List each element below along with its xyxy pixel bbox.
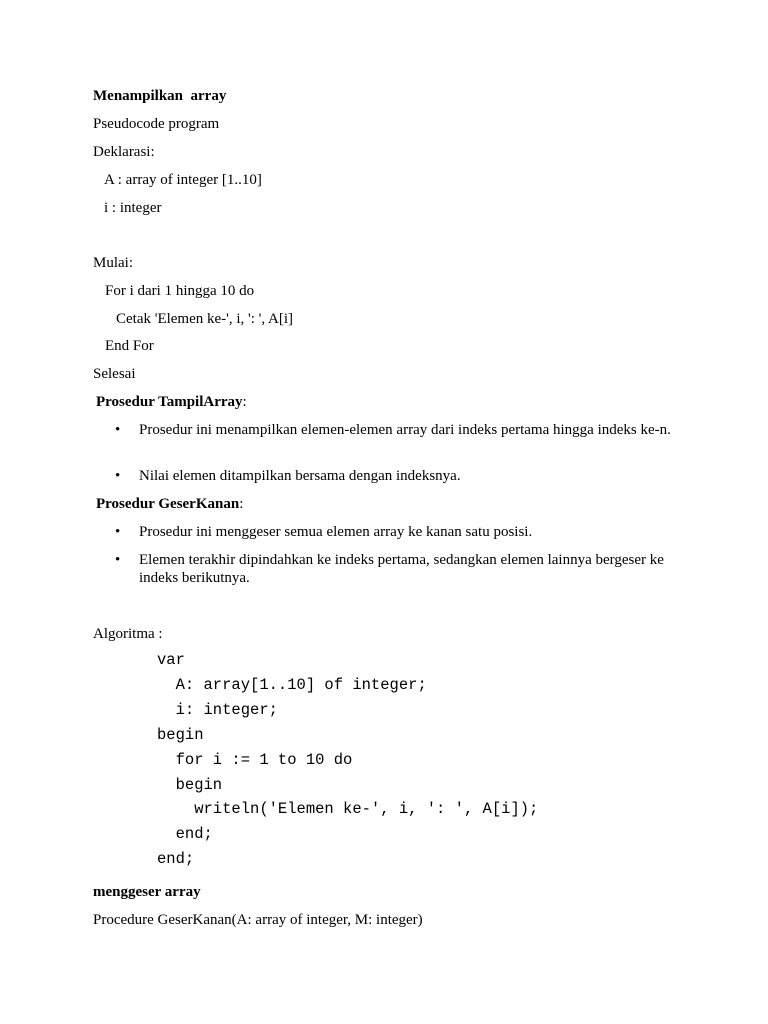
deklarasi-label: Deklarasi:	[93, 144, 155, 160]
bullet-icon: •	[115, 468, 121, 484]
bullet-icon: •	[115, 524, 121, 540]
selesai-line: Selesai	[93, 366, 136, 382]
declaration-index: i : integer	[104, 200, 162, 216]
code-line: begin	[157, 726, 204, 744]
prosedur-tampilarray-heading	[96, 393, 247, 411]
for-loop-line: For i dari 1 hingga 10 do	[105, 283, 255, 299]
section-title-menggeser-array: menggeser array	[93, 884, 201, 900]
code-line: for i := 1 to 10 do	[157, 751, 353, 769]
bullet-icon: •	[115, 422, 121, 438]
bullet-text: Prosedur ini menggeser semua elemen array ke kanan satu posisi.	[139, 524, 533, 540]
mulai-label: Mulai:	[93, 255, 133, 271]
algoritma-label: Algoritma :	[93, 626, 163, 642]
code-line: var	[157, 651, 185, 669]
bullet-icon: •	[115, 552, 121, 568]
code-line: A: array[1..10] of integer;	[157, 676, 427, 694]
prosedur-geserkanan-heading	[96, 495, 243, 513]
section-title-menampilkan-array: Menampilkan array	[93, 88, 227, 104]
code-line: end;	[157, 825, 213, 843]
end-for-line: End For	[105, 338, 154, 354]
bullet-text: Prosedur ini menampilkan elemen-elemen array dari indeks pertama hingga indeks ke-n.	[139, 422, 671, 438]
pseudocode-heading: Pseudocode program	[93, 116, 220, 132]
declaration-array: A : array of integer [1..10]	[104, 172, 262, 188]
procedure-signature: Procedure GeserKanan(A: array of integer, M: integer)	[93, 912, 423, 928]
prosedur-tampilarray-colon: :	[242, 394, 247, 410]
code-line: begin	[157, 776, 223, 794]
cetak-line: Cetak 'Elemen ke-', i, ': ', A[i]	[116, 311, 294, 327]
prosedur-geserkanan-colon: :	[239, 496, 244, 512]
prosedur-geserkanan-name: Prosedur GeserKanan	[96, 496, 240, 512]
code-line: i: integer;	[157, 701, 278, 719]
code-line: writeln('Elemen ke-', i, ': ', A[i]);	[157, 800, 539, 818]
bullet-text: Nilai elemen ditampilkan bersama dengan indeksnya.	[139, 468, 461, 484]
prosedur-tampilarray-name: Prosedur TampilArray	[96, 394, 243, 410]
code-line: end;	[157, 850, 195, 868]
document-page	[93, 0, 693, 1024]
bullet-text: Elemen terakhir dipindahkan ke indeks pertama, sedangkan elemen lainnya bergeser ke indeks berikutnya.	[139, 552, 664, 586]
